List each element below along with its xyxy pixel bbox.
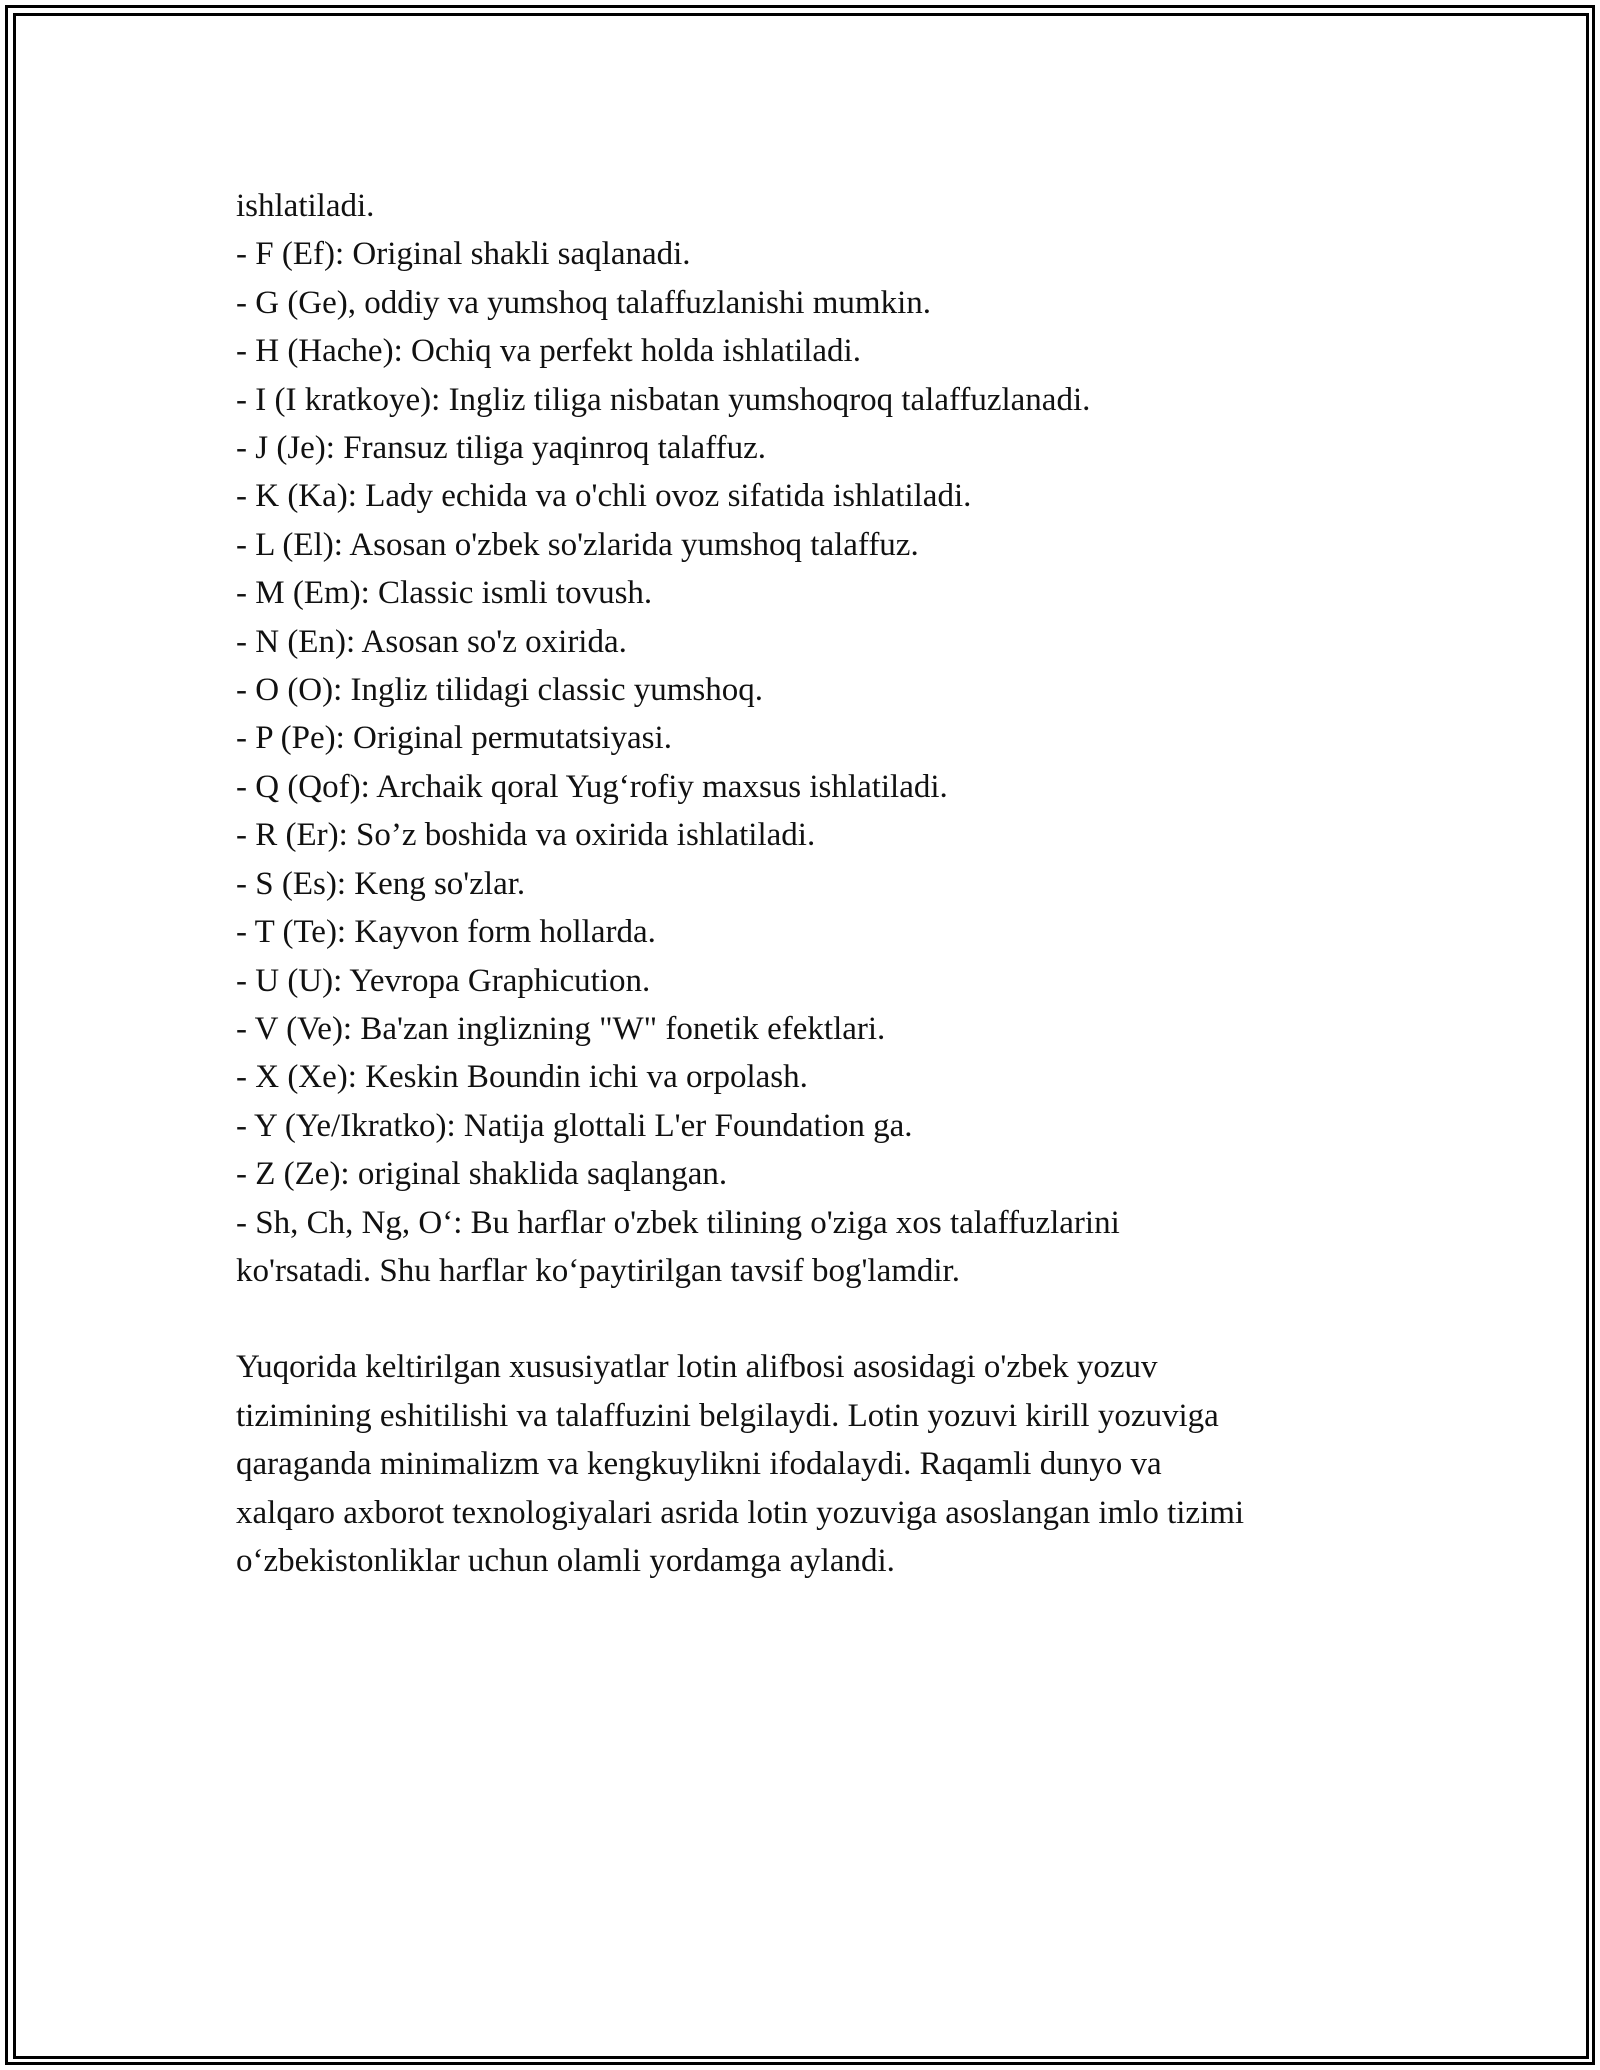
list-item: - R (Er): So’z boshida va oxirida ishlatiladi. — [236, 817, 816, 854]
list-item: - J (Je): Fransuz tiliga yaqinroq talaffuz. — [236, 430, 766, 467]
list-item: - Z (Ze): original shaklida saqlangan. — [236, 1156, 728, 1193]
list-item: - Y (Ye/Ikratko): Natija glottali L'er Foundation ga. — [236, 1107, 913, 1144]
list-item: - O (O): Ingliz tilidagi classic yumshoq. — [236, 672, 763, 709]
list-item: - T (Te): Kayvon form hollarda. — [236, 914, 656, 951]
list-item: - K (Ka): Lady echida va o'chli ovoz sifatida ishlatiladi. — [236, 478, 972, 515]
paragraph-line: o‘zbekistonliklar uchun olamli yordamga aylandi. — [236, 1542, 895, 1579]
list-item: - I (I kratkoye): Ingliz tiliga nisbatan yumshoqroq talaffuzlanadi. — [236, 381, 1091, 418]
list-item: - X (Xe): Keskin Boundin ichi va orpolash. — [236, 1059, 808, 1096]
list-item: - F (Ef): Original shakli saqlanadi. — [236, 236, 691, 273]
list-item: - M (Em): Classic ismli tovush. — [236, 575, 653, 612]
paragraph-line: qaraganda minimalizm va kengkuylikni ifodalaydi. Raqamli dunyo va — [236, 1446, 1162, 1483]
list-item: - Q (Qof): Archaik qoral Yug‘rofiy maxsus ishlatiladi. — [236, 768, 948, 805]
list-item: - U (U): Yevropa Graphicution. — [236, 962, 651, 999]
list-item: - G (Ge), oddiy va yumshoq talaffuzlanishi mumkin. — [236, 284, 932, 321]
text-line: ishlatiladi. — [236, 188, 375, 224]
paragraph-line: tizimining eshitilishi va talaffuzini belgilaydi. Lotin yozuvi kirill yozuviga — [236, 1397, 1219, 1434]
list-item: - V (Ve): Ba'zan inglizning "W" fonetik efektlari. — [236, 1010, 886, 1047]
list-item-continuation: ko'rsatadi. Shu harflar ko‘paytirilgan tavsif bog'lamdir. — [236, 1252, 960, 1289]
list-item: - H (Hache): Ochiq va perfekt holda ishlatiladi. — [236, 333, 861, 370]
paragraph-line: Yuqorida keltirilgan xususiyatlar lotin alifbosi asosidagi o'zbek yozuv — [236, 1349, 1158, 1386]
summary-paragraph — [236, 1343, 1376, 1585]
list-item: - P (Pe): Original permutatsiyasi. — [236, 720, 672, 757]
list-item: - Sh, Ch, Ng, O‘: Bu harflar o'zbek tilining o'ziga xos talaffuzlarini — [236, 1204, 1120, 1241]
document-body — [236, 182, 1376, 1585]
paragraph-line: xalqaro axborot texnologiyalari asrida lotin yozuviga asoslangan imlo tizimi — [236, 1494, 1245, 1531]
letter-list — [236, 182, 1376, 1295]
list-item: - L (El): Asosan o'zbek so'zlarida yumshoq talaffuz. — [236, 526, 919, 563]
list-item: - S (Es): Keng so'zlar. — [236, 865, 526, 902]
list-item: - N (En): Asosan so'z oxirida. — [236, 623, 627, 660]
